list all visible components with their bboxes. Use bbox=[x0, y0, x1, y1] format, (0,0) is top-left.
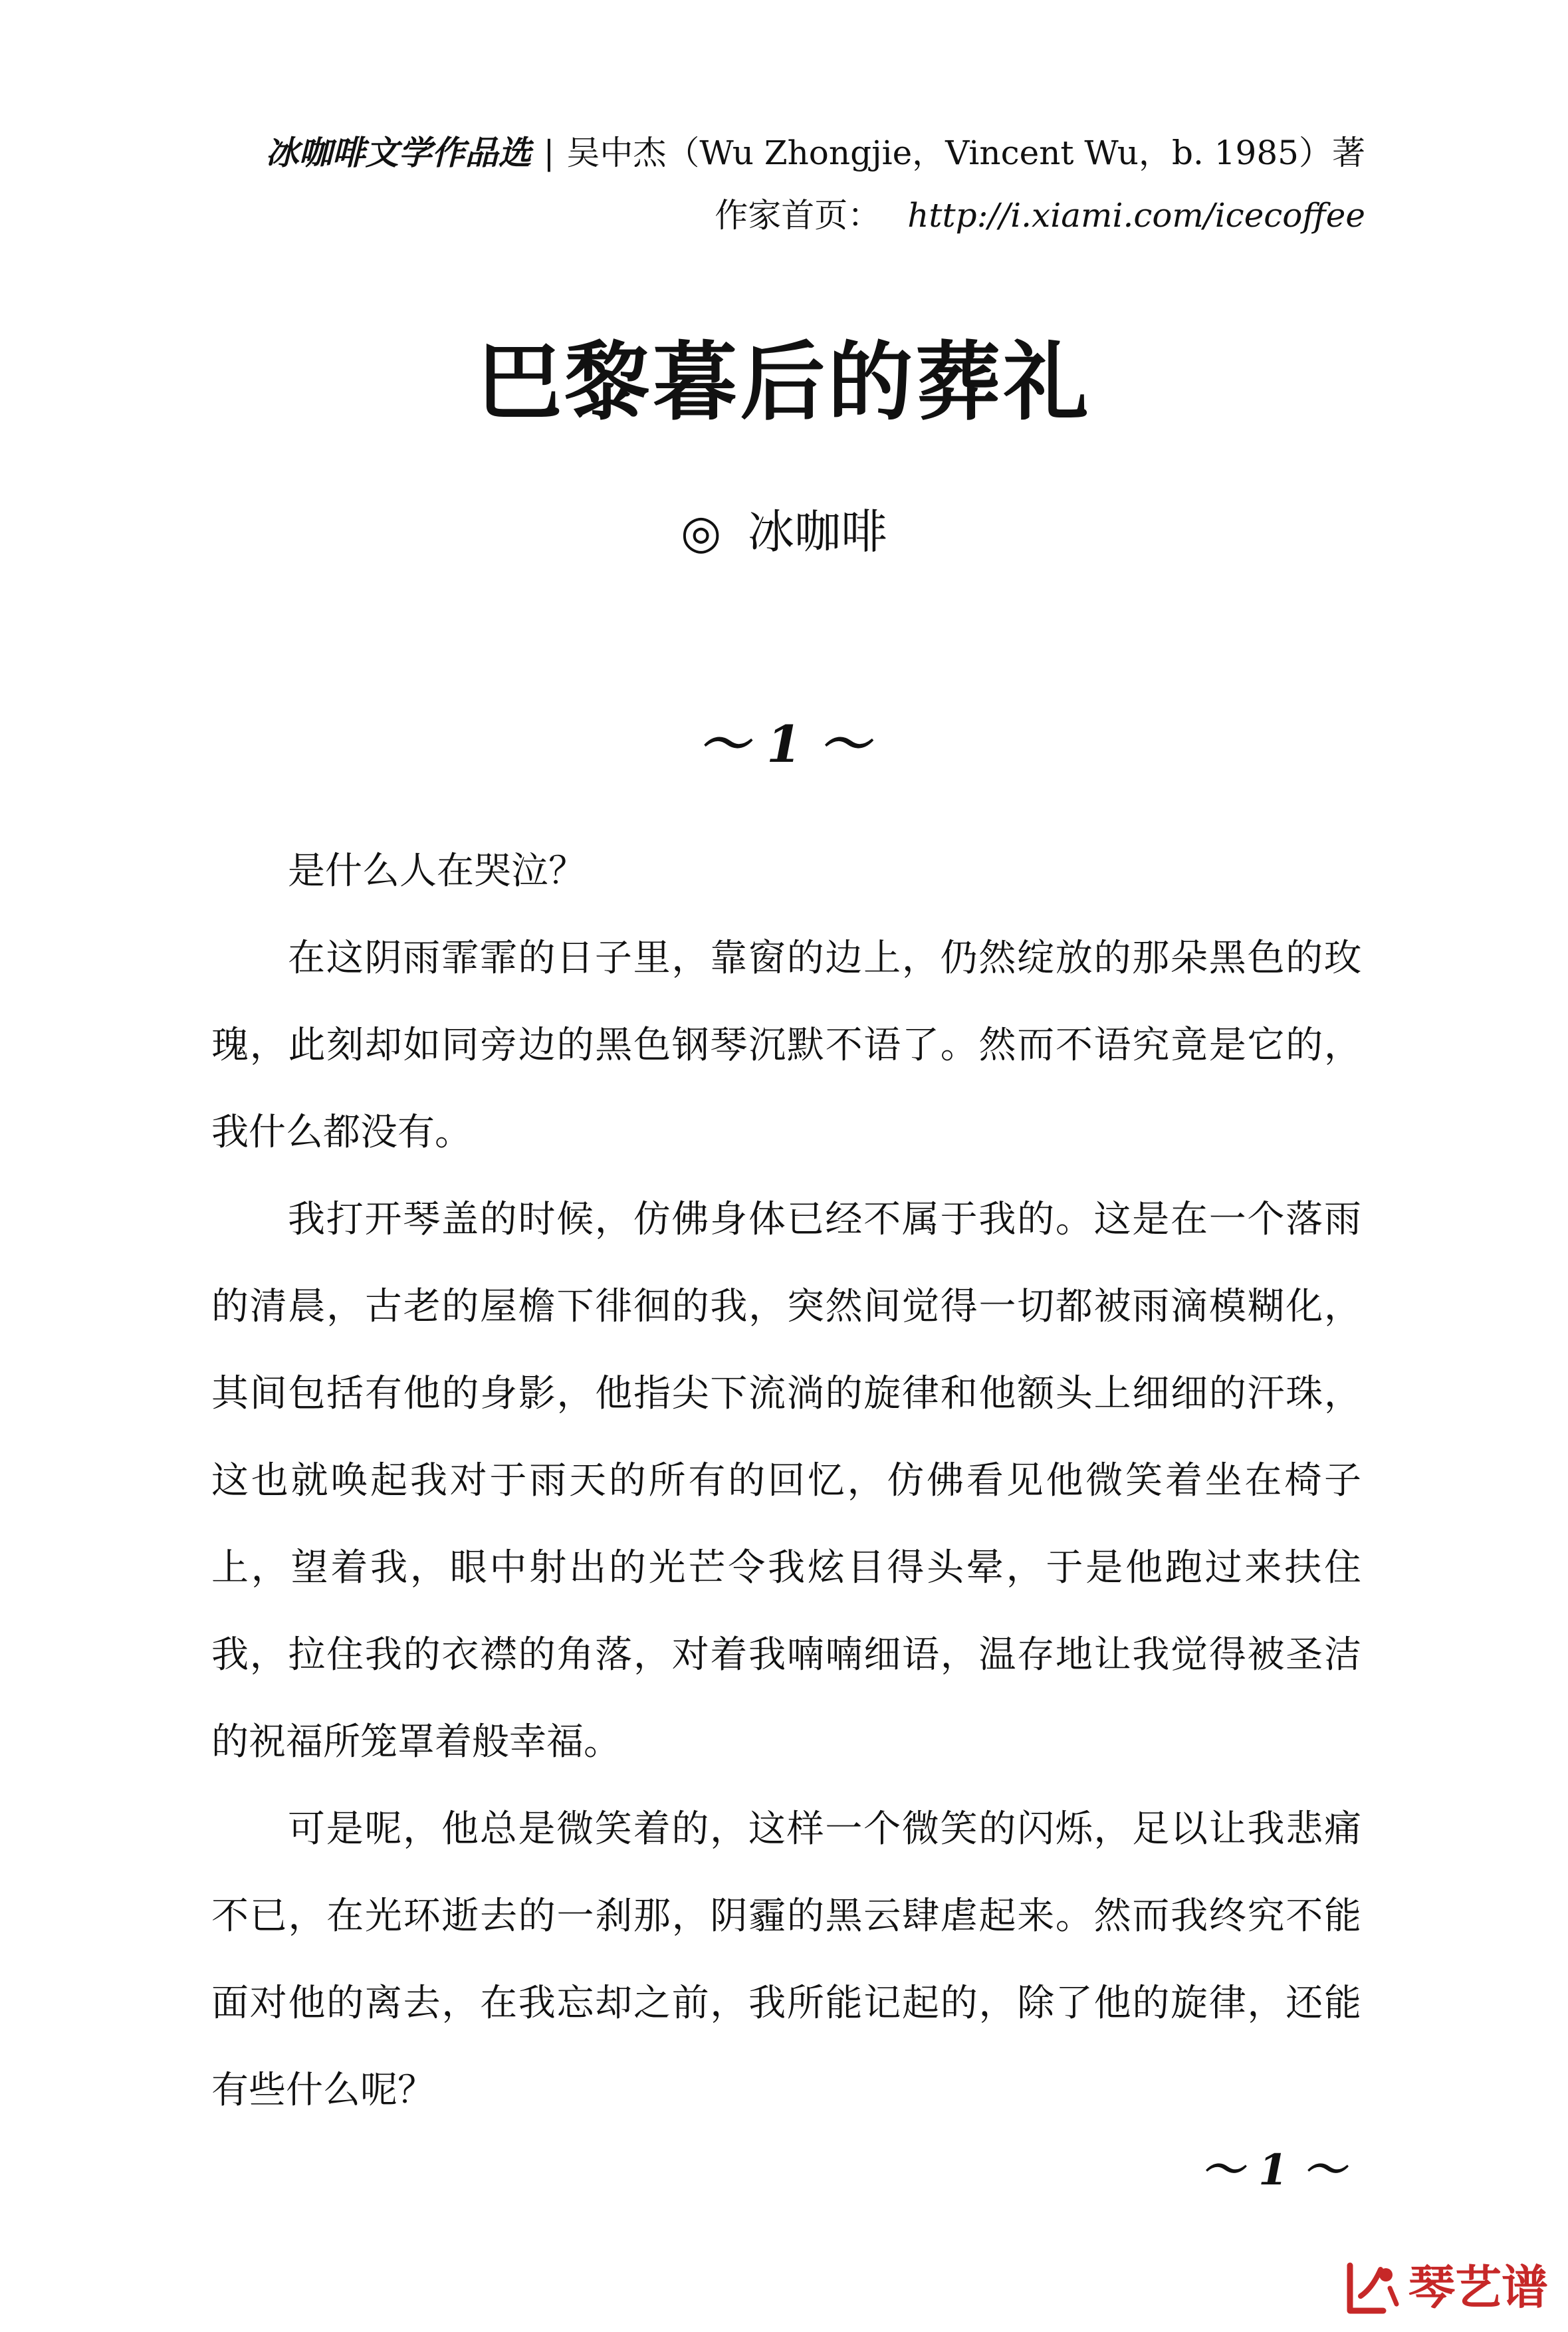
music-note-logo-icon bbox=[1342, 2258, 1402, 2317]
paragraph: 可是呢，他总是微笑着的，这样一个微笑的闪烁，足以让我悲痛不已，在光环逝去的一刹那，阴霾的黑云肆虐起来。然而我终究不能面对他的离去，在我忘却之前，我所能记起的，除了他的旋律，还能有些什么呢？ bbox=[211, 1807, 1361, 2112]
paragraph: 在这阴雨霏霏的日子里，靠窗的边上，仍然绽放的那朵黑色的玫瑰，此刻却如同旁边的黑色钢琴沉默不语了。然而不语究竟是它的，我什么都没有。 bbox=[211, 937, 1361, 1154]
bullseye-icon: ◎ bbox=[680, 505, 722, 559]
header-author: 吴中杰（Wu Zhongjie，Vincent Wu，b. 1985）著 bbox=[566, 134, 1365, 172]
body-text bbox=[211, 828, 1361, 2134]
header-separator: | bbox=[543, 134, 555, 172]
chapter-heading: ～ 1 ～ bbox=[698, 715, 870, 774]
homepage-link[interactable]: http://i.xiami.com/icecoffee bbox=[907, 196, 1365, 235]
page-number: ～ 1 ～ bbox=[1200, 2145, 1345, 2195]
watermark-logo bbox=[1342, 2258, 1548, 2317]
logo-text: 琴艺谱 bbox=[1408, 2260, 1548, 2315]
header-series-line bbox=[266, 132, 1365, 174]
document-title: 巴黎暮后的葬礼 bbox=[477, 332, 1091, 432]
header-homepage-line bbox=[715, 194, 1365, 237]
series-title: 冰咖啡文学作品选 bbox=[265, 133, 532, 172]
author-name: 冰咖啡 bbox=[748, 505, 888, 559]
homepage-label: 作家首页： bbox=[715, 196, 881, 235]
paragraph: 是什么人在哭泣？ bbox=[288, 850, 586, 893]
paragraph: 我打开琴盖的时候，仿佛身体已经不属于我的。这是在一个落雨的清晨，古老的屋檐下徘徊的我，突然间觉得一切都被雨滴模糊化，其间包括有他的身影，他指尖下流淌的旋律和他额头上细细的汗珠，这也就唤起我对于雨天的所有的回忆，仿佛看见他微笑着坐在椅子上，望着我，眼中射出的光芒令我炫目得头晕，于是他跑过来扶住我，拉住我的衣襟的角落，对着我喃喃细语，温存地让我觉得被圣洁的祝福所笼罩着般幸福。 bbox=[211, 1198, 1361, 1764]
author-byline bbox=[0, 502, 1568, 562]
